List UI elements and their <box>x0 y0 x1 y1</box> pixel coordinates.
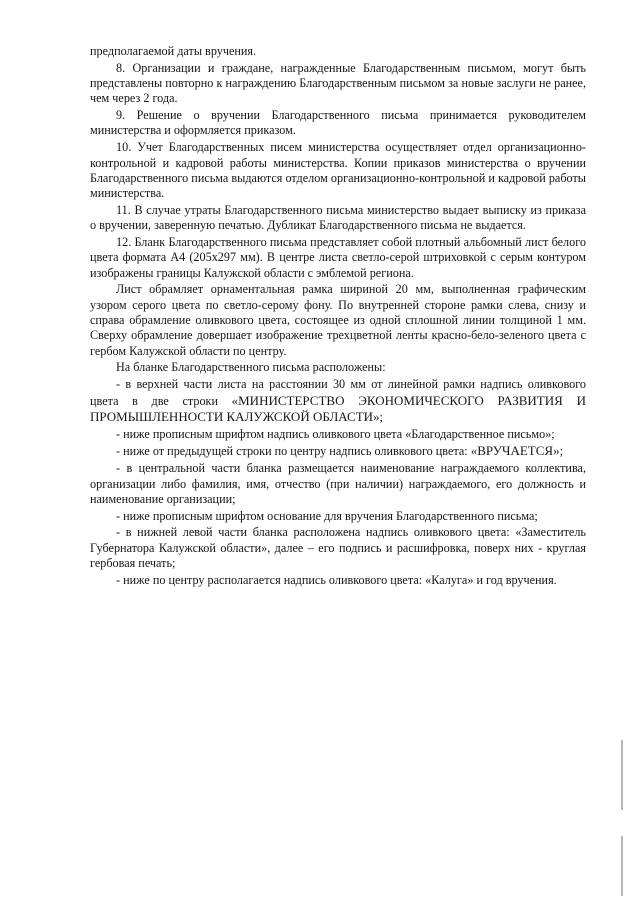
list-item-text: - ниже от предыдущей строки по центру надпись оливкового цвета: <box>116 444 471 459</box>
scan-edge-mark <box>621 740 623 810</box>
list-item-text: - в верхней части листа на расстоянии 30 мм от линейной рамки надпись оливкового цвета в две строки <box>90 377 586 408</box>
paragraph-12: 12. Бланк Благодарственного письма представляет собой плотный альбомный лист белого цвета формата А4 (205х297 мм). В центре листа светло-серой штриховкой с серым контуром изображены границы Калужской области с эмблемой региона. <box>90 235 586 280</box>
list-item: - ниже прописным шрифтом надпись оливкового цвета «Благодарственное письмо»; <box>116 426 555 441</box>
paragraph-11: 11. В случае утраты Благодарственного письма министерство выдает выписку из приказа о вручении, заверенную печатью. Дубликат Благодарственного письма не выдается. <box>90 202 586 233</box>
paragraph-9: 9. Решение о вручении Благодарственного письма принимается руководителем министерства и оформляется приказом. <box>90 108 586 138</box>
list-item: - в центральной части бланка размещается наименование награждаемого коллектива, организации либо фамилия, имя, отчество (при наличии) награждаемого, его должность и наименование организации; <box>90 461 586 506</box>
ministry-caption: «МИНИСТЕРСТВО ЭКОНОМИЧЕСКОГО РАЗВИТИЯ И ПРОМЫШЛЕННОСТИ КАЛУЖСКОЙ ОБЛАСТИ» <box>90 392 586 424</box>
paragraph-frame: Лист обрамляет орнаментальная рамка шириной 20 мм, выполненная графическим узором серого цвета по светло-серому фону. По внутренней стороне рамки слева, снизу и справа обрамление оливкового цвета, состоящее из одной сплошной линии толщиной 1 мм. Сверху обрамление довершает изображение трехцветной ленты красно-бело-зеленого цвета с гербом Калужской области по центру. <box>90 282 586 358</box>
paragraph-blank-contents: На бланке Благодарственного письма расположены: <box>116 360 386 375</box>
awarded-caption: «ВРУЧАЕТСЯ» <box>470 443 560 459</box>
scan-edge-mark <box>621 836 623 896</box>
list-item: - ниже по центру располагается надпись оливкового цвета: «Калуга» и год вручения. <box>116 572 557 587</box>
paragraph-8: 8. Организации и граждане, награжденные Благодарственным письмом, могут быть представлены повторно к награждению Благодарственным письмом за новые заслуги не ранее, чем через 2 года. <box>90 60 586 106</box>
list-item: - в нижней левой части бланка расположена надпись оливкового цвета: «Заместитель Губернатора Калужской области», далее – его подпись и расшифровка, поверх них - круглая гербовая печать; <box>90 525 586 570</box>
document-page <box>90 44 586 590</box>
paragraph-continuation: предполагаемой даты вручения. <box>90 44 257 58</box>
list-item: - в верхней части листа на расстоянии 30 мм от линейной рамки надпись оливкового цвета в две строки «МИНИСТЕРСТВО ЭКОНОМИЧЕСКОГО РАЗВИТИЯ И ПРОМЫШЛЕННОСТИ КАЛУЖСКОЙ ОБЛАСТИ»; <box>90 377 586 424</box>
paragraph-10: 10. Учет Благодарственных писем министерства осуществляет отдел организационно-контрольной и кадровой работы министерства. Копии приказов министерства о вручении Благодарственного письма выдаются отделом организационно-контрольной и кадровой работы министерства. <box>90 140 586 201</box>
list-item: - ниже от предыдущей строки по центру надпись оливкового цвета: «ВРУЧАЕТСЯ»; <box>116 443 563 459</box>
list-item: - ниже прописным шрифтом основание для вручения Благодарственного письма; <box>116 508 538 523</box>
